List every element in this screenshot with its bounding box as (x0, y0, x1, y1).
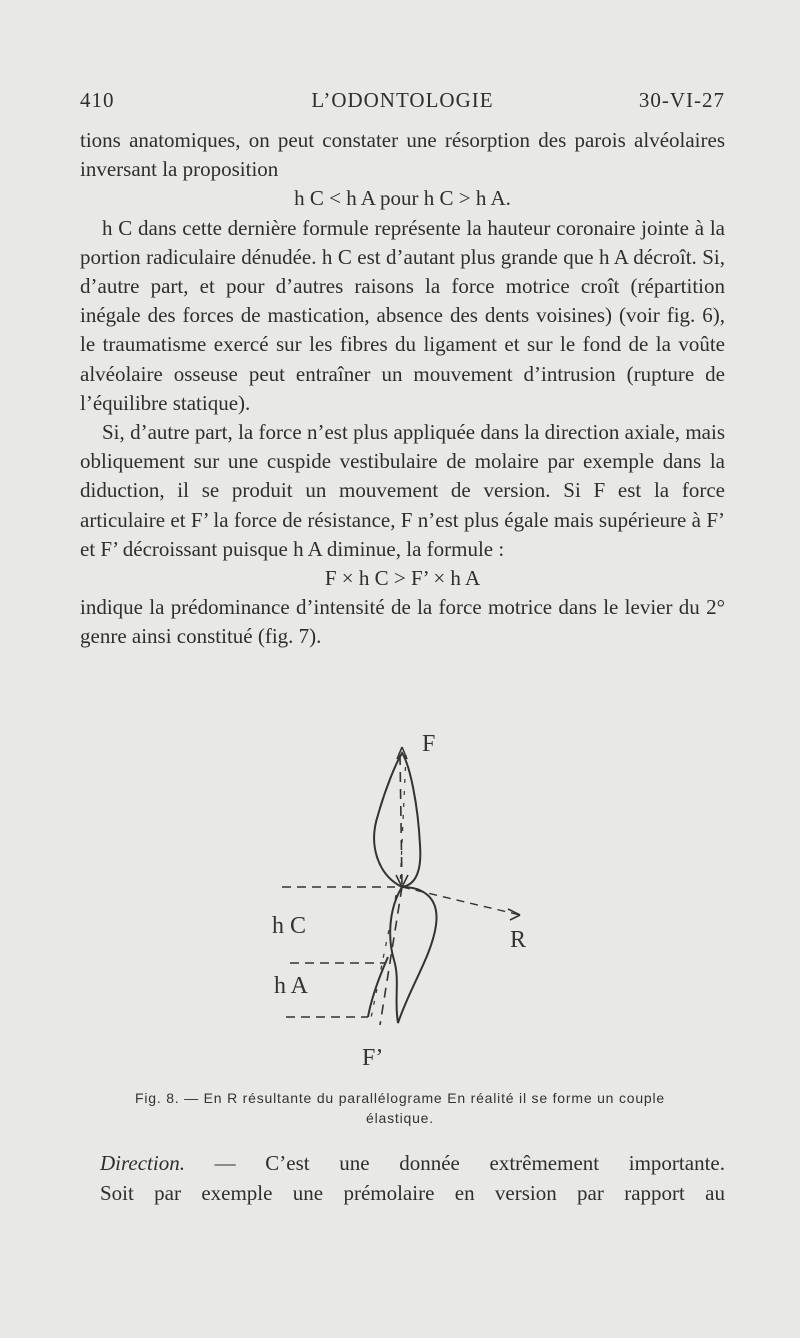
formula-inequality-2: F × h C > F’ × h A (324, 566, 481, 591)
issue-date: 30-VI-27 (638, 88, 725, 112)
upper-tooth-outline (374, 753, 420, 887)
arrow-R (508, 909, 520, 920)
running-header (80, 88, 725, 118)
body-text (80, 126, 725, 652)
label-hA: h A (274, 973, 309, 999)
formula-inequality-1: h C < h A pour h C > h A. (294, 186, 511, 211)
direction-line-2: Soit par exemple une prémolaire en version par rapport au (100, 1181, 725, 1205)
bottom-section (100, 1148, 725, 1208)
paragraph-version-movement: Si, d’autre part, la force n’est plus appliquée dans la direction axiale, mais obliquement sur une cuspide vestibulaire de molaire par exemple dans la diduction, il se produit un mouvement de version. Si F est la force articulaire et F’ la force de résistance, F n’est plus égale mais supérieure à F’ et F’ décroissant puisque h A diminue, la formule : (80, 420, 725, 561)
resultant-R-line (402, 887, 520, 915)
lower-tooth-outline (390, 887, 436, 1023)
label-R: R (510, 927, 527, 953)
label-hC: h C (272, 913, 307, 939)
tooth-force-diagram (250, 725, 560, 1075)
paragraph-hc-definition: h C dans cette dernière formule représente la hauteur coronaire jointe à la portion radiculaire dénudée. h C est d’autant plus grande que h A décroît. Si, d’autre part, et pour d’autres raisons la force motrice croît (répartition inégale des forces de mastication, absence des dents voisines) (voir fig. 6), le traumatisme exercé sur les fibres du ligament et sur le fond de la voûte alvéolaire osseuse peut entraîner un mouvement d’intrusion (rupture de l’équilibre statique). (80, 215, 725, 415)
direction-text-1: — C’est une donnée extrêmement importante. (184, 1151, 725, 1175)
figure-caption: Fig. 8. — En R résultante du parallélograme En réalité il se forme un couple élastique. (134, 1090, 666, 1126)
label-F-prime: F’ (362, 1045, 384, 1071)
label-F: F (422, 731, 436, 757)
page-number: 410 (80, 88, 115, 112)
tooth-diagram-svg (250, 725, 560, 1075)
direction-line-1 (100, 1148, 725, 1178)
paragraph-lever: indique la prédominance d’intensité de la force motrice dans le levier du 2° genre ainsi constitué (fig. 7). (80, 595, 725, 649)
root-left-line (368, 957, 388, 1017)
paragraph-continuation: tions anatomiques, on peut constater une résorption des parois alvéolaires inversant la proposition (80, 128, 725, 182)
section-heading-direction: Direction. (100, 1151, 185, 1175)
journal-title: L’ODONTOLOGIE (311, 88, 494, 112)
upper-axis-dashed (400, 755, 402, 887)
